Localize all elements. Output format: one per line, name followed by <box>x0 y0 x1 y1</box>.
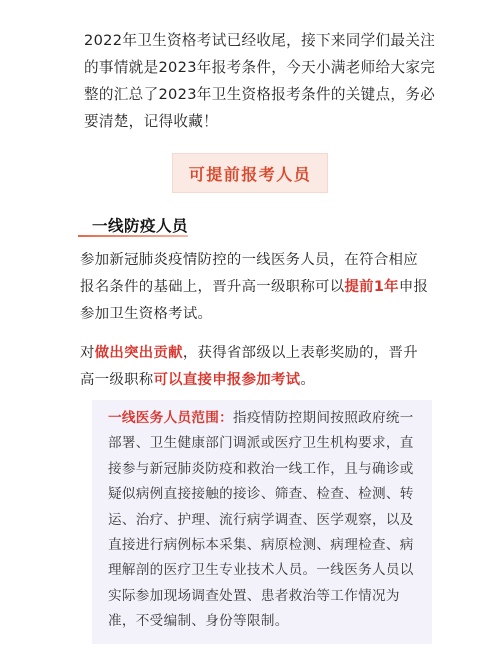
paragraph2-prefix: 对 <box>80 345 95 361</box>
paragraph2-middle: ，获得省部级以上表彰奖励的，晋升高一级职称 <box>80 345 418 388</box>
highlight-one-year-early: 提前1年 <box>344 279 399 295</box>
section-underline <box>78 235 188 237</box>
highlight-direct-apply: 可以直接申报参加考试 <box>153 372 301 388</box>
scope-callout-box <box>92 400 432 644</box>
banner-label: 可提前报考人员 <box>188 164 312 184</box>
intro-paragraph: 2022年卫生资格考试已经收尾，接下来同学们最关注的事情就是2023年报考条件，今天小满老师给大家完整的汇总了2023年卫生资格报考条件的关键点，务必要清楚，记得收藏！ <box>84 32 436 130</box>
paragraph1-tail: 申报参加卫生资格考试。 <box>80 279 429 322</box>
highlight-outstanding-contribution: 做出突出贡献 <box>94 345 183 361</box>
scope-paragraph <box>108 406 424 635</box>
section-heading <box>78 212 188 238</box>
paragraph1-text: 参加新冠肺炎疫情防控的一线医务人员，在符合相应报名条件的基础上，晋升高一级职称可以 <box>80 252 418 295</box>
section-title: 一线防疫人员 <box>92 217 189 235</box>
paragraph-outstanding-contribution <box>80 340 430 394</box>
paragraph2-suffix: 。 <box>300 372 316 388</box>
paragraph-early-exam <box>80 247 430 328</box>
section-banner <box>172 153 328 193</box>
scope-body: 指疫情防控期间按照政府统一部署、卫生健康部门调派或医疗卫生机构要求，直接参与新冠肺炎防疫和救治一线工作，且与确诊或疑似病例直接接触的接诊、筛查、检查、检测、转运、治疗、护理、流行病学调查、医学观察，以及直接进行病例标本采集、病原检测、病理检查、病理解剖的医疗卫生专业技术人员。一线医务人员以实际参加现场调查处置、患者救治等工作情况为准，不受编制、身份等限制。 <box>108 410 414 630</box>
scope-label: 一线医务人员范围： <box>108 410 234 426</box>
